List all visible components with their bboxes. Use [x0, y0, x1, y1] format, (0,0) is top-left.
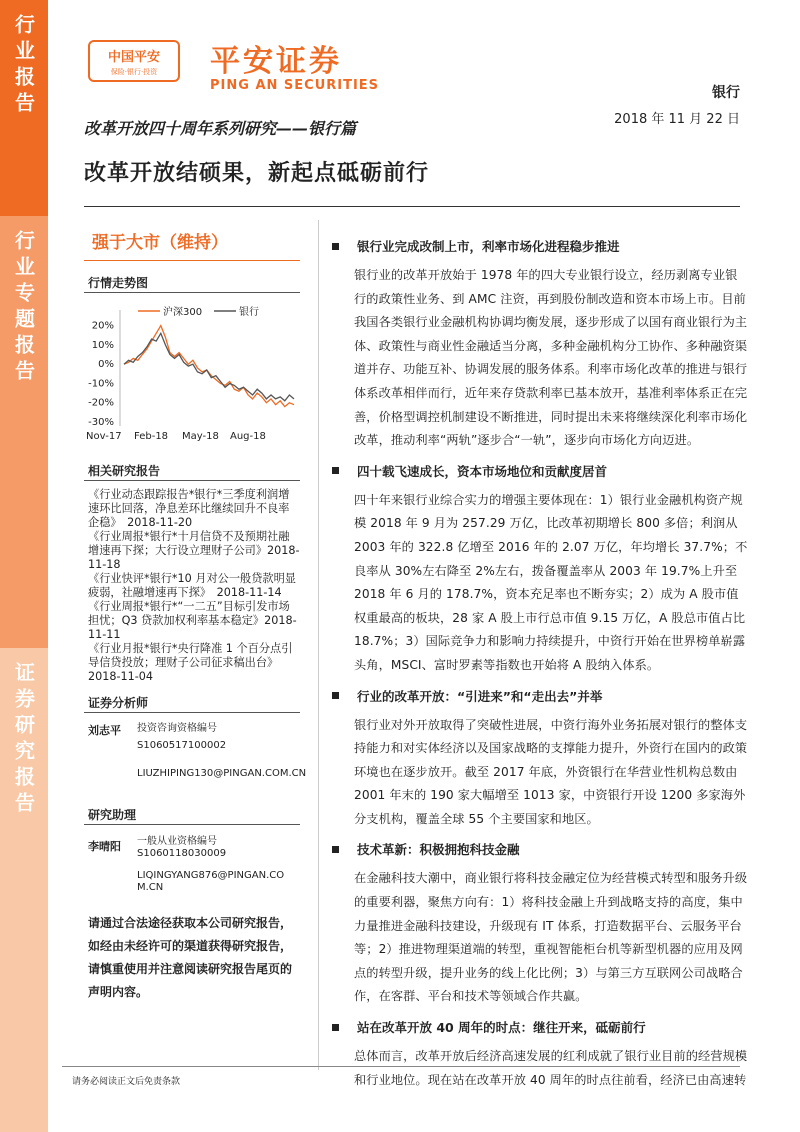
bullet-square-icon — [332, 243, 339, 250]
y-tick-label: -10% — [88, 378, 114, 390]
y-tick-label: 20% — [91, 320, 114, 332]
report-item[interactable]: 《行业动态跟踪报告*银行*三季度利润增速环比回落，净息差环比继续回升不良率企稳》 2018-11-20 — [88, 488, 290, 529]
section-heading — [328, 236, 748, 256]
ping-an-securities-logo — [210, 36, 379, 93]
y-tick-label: 0% — [98, 359, 114, 371]
section-heading-text: 银行业完成改制上市，利率市场化进程稳步推进 — [357, 239, 620, 254]
side-band-label-1: 行业报告 — [11, 14, 36, 118]
chart-legend — [138, 305, 259, 318]
rating-divider — [84, 260, 300, 261]
side-band-industry-report — [0, 0, 48, 216]
chart-y-ticks — [88, 310, 120, 428]
section-heading-text: 技术革新：积极拥抱科技金融 — [357, 842, 520, 858]
report-item[interactable]: 《行业月报*银行*央行降准 1 个百分点引导信贷投放；理财子公司征求稿出台》2018-11-04 — [88, 642, 293, 683]
industry-label: 银行 — [712, 85, 740, 101]
ping-an-group-logo — [88, 40, 180, 82]
analyst-credentials — [137, 720, 226, 754]
chart-x-ticks — [86, 431, 266, 442]
analyst-cert-label: 投资咨询资格编号 — [137, 723, 217, 734]
section-paragraph: 银行业的改革开放始于 1978 年的四大专业银行设立，经历剥离专业银行的政策性业务、到 AMC 注资，再到股份制改造和资本市场上市。目前我国各类银行业金融机构协调均衡发展，逐步形成了以国有商业银行为主体、政策性与商业性金融适当分离，多种金融机构分工协作、多种融资渠道并存、功能互补、协调发展的服务体系。利率市场化改革的推进与银行体系改革相伴而行，近年来存贷款利率已基本放开，基准利率体系正在完善，价格型调控机制建设不断推进，同时提出未来将继续深化利率市场化改革，推动利率“两轨”逐步合“一轨”，逐步向市场化方向迈进。 — [354, 268, 748, 448]
reports-heading: 相关研究报告 — [88, 464, 161, 478]
legend-label: 银行 — [239, 307, 259, 318]
logo-subtext: 保险·银行·投资 — [110, 67, 158, 76]
side-band-topic-report — [0, 216, 48, 648]
section-heading-text: 站在改革开放 40 周年的时点：继往开来，砥砺前行 — [357, 1020, 646, 1036]
legend-label: 沪深300 — [163, 307, 203, 318]
x-tick-label: Aug-18 — [230, 431, 266, 442]
analyst-heading-divider — [84, 712, 300, 713]
chart-heading: 行情走势图 — [88, 276, 149, 290]
bullet-square-icon — [332, 467, 339, 474]
brand-cn: 平安证券 — [210, 44, 342, 79]
section-heading — [328, 686, 748, 706]
series-line — [124, 326, 294, 407]
section-paragraph: 总体而言，改革开放后经济高速发展的红利成就了银行业目前的经营规模和行业地位。现在站在改革开放 40 周年的时点往前看，经济已由高速转 — [354, 1049, 748, 1087]
section-paragraph: 银行业对外开放取得了突破性进展，中资行海外业务拓展对银行的整体支持能力和对实体经济以及国家战略的支撑能力提升，外资行在国内的政策环境也在逐步放开。截至 2017 年底，外资银行在华营业性机构总数由 2001 年末的 190 家大幅增至 1013 家，中资银行开设 1200 多家海外分支机构，覆盖全球 55 个主要国家和地区。 — [354, 717, 748, 826]
bullet-square-icon — [332, 692, 339, 699]
section-paragraph: 四十年来银行业综合实力的增强主要体现在：1）银行业金融机构资产规模 2018 年 9 月为 257.29 万亿，比改革初期增长 800 多倍；利润从 2003 年的 322.8 亿增至 2016 年的 2.07 万亿，年均增长 37.7%；不良率从 30%左右降至 2%左右，拨备覆盖率从 2003 年 19.7%上升至 2018 年 6 月的 178.7%，资本充足率也不断夯实；2）成为 A 股市值权重最高的板块，28 家 A 股上市行总市值 9.15 万亿，A 股总市值占比 18.7%；3）国际竞争力和影响力持续提升，中资行开始在世界榜单崭露头角，MSCI、富时罗素等指数也开始将 A 股纳入体系。 — [354, 492, 748, 672]
x-tick-label: Nov-17 — [86, 431, 122, 442]
analyst-email[interactable]: LIUZHIPING130@PINGAN.COM.CN — [137, 768, 307, 779]
header-divider — [84, 206, 740, 207]
assistant-heading-divider — [84, 824, 300, 825]
assistant-cert-number: S1060118030009 — [137, 848, 227, 859]
market-trend-chart — [84, 296, 300, 446]
x-tick-label: Feb-18 — [134, 431, 169, 442]
report-item[interactable]: 《行业周报*银行*“一二五”目标引发市场担忧；Q3 贷款加权利率基本稳定》2018-11-11 — [88, 600, 297, 641]
analyst-cert-number: S1060517100002 — [137, 740, 227, 751]
chart-heading-divider — [84, 292, 300, 293]
section-heading — [328, 1017, 748, 1037]
footer-divider — [62, 1066, 740, 1067]
x-tick-label: May-18 — [182, 431, 219, 442]
y-tick-label: -20% — [88, 397, 114, 409]
analyst-name: 刘志平 — [88, 724, 121, 737]
report-body — [328, 236, 748, 1100]
assistant-name: 李晴阳 — [88, 840, 121, 853]
bullet-square-icon — [332, 846, 339, 853]
brand-en: PING AN SECURITIES — [210, 78, 380, 93]
side-band-label-3: 证券研究报告 — [11, 662, 36, 818]
series-line — [124, 333, 294, 401]
bullet-square-icon — [332, 1024, 339, 1031]
y-tick-label: 10% — [91, 339, 114, 351]
related-reports-list — [88, 488, 300, 684]
assistant-heading: 研究助理 — [88, 808, 137, 822]
assistant-email[interactable]: LIQINGYANG876@PINGAN.COM.CN — [137, 870, 285, 893]
section-heading — [328, 839, 748, 859]
y-tick-label: -30% — [88, 417, 114, 428]
report-item[interactable]: 《行业周报*银行*十月信贷不及预期社融增速再下探；大行设立理财子公司》2018-11-18 — [88, 530, 300, 571]
report-item[interactable]: 《行业快评*银行*10 月对公一般贷款明显疲弱，社融增速再下探》 2018-11-14 — [88, 572, 296, 599]
analyst-heading: 证券分析师 — [88, 696, 149, 710]
report-date: 2018 年 11 月 22 日 — [614, 112, 740, 127]
reports-heading-divider — [84, 480, 300, 481]
page-title: 改革开放结硕果，新起点砥砺前行 — [84, 161, 430, 186]
rating-label: 强于大市（维持） — [92, 233, 228, 253]
footer-note: 请务必阅读正文后免责条款 — [72, 1077, 181, 1087]
column-divider — [318, 220, 319, 1070]
logo-text: 中国平安 — [107, 49, 160, 65]
chart-series — [124, 326, 294, 407]
side-band-securities-research — [0, 648, 48, 1132]
section-heading-text: 四十载飞速成长，资本市场地位和贡献度居首 — [357, 463, 608, 479]
section-paragraph: 在金融科技大潮中，商业银行将科技金融定位为经营模式转型和服务升级的重要利器，聚焦方向有：1）将科技金融上升到战略支持的高度，集中力量推进金融科技建设，升级现有 IT 体系，打造数据平台、云服务平台等；2）推进物理渠道端的转型，重视智能柜台机等新型机器的应用及网点的转型升级，提升业务的线上化比例；3）与第三方互联网公司战略合作，在客群、平台和技术等领域合作共赢。 — [354, 871, 748, 1004]
side-band-label-2: 行业专题报告 — [11, 230, 36, 386]
assistant-cert-label: 一般从业资格编号 — [137, 836, 217, 847]
series-title: 改革开放四十周年系列研究——银行篇 — [84, 119, 357, 138]
disclaimer-note: 请通过合法途径获取本公司研究报告，如经由未经许可的渠道获得研究报告，请慎重使用并注意阅读研究报告尾页的声明内容。 — [88, 916, 293, 999]
section-heading-text: 行业的改革开放：“引进来”和“走出去”并举 — [357, 688, 603, 704]
section-heading — [328, 461, 748, 481]
assistant-credentials — [137, 836, 226, 860]
